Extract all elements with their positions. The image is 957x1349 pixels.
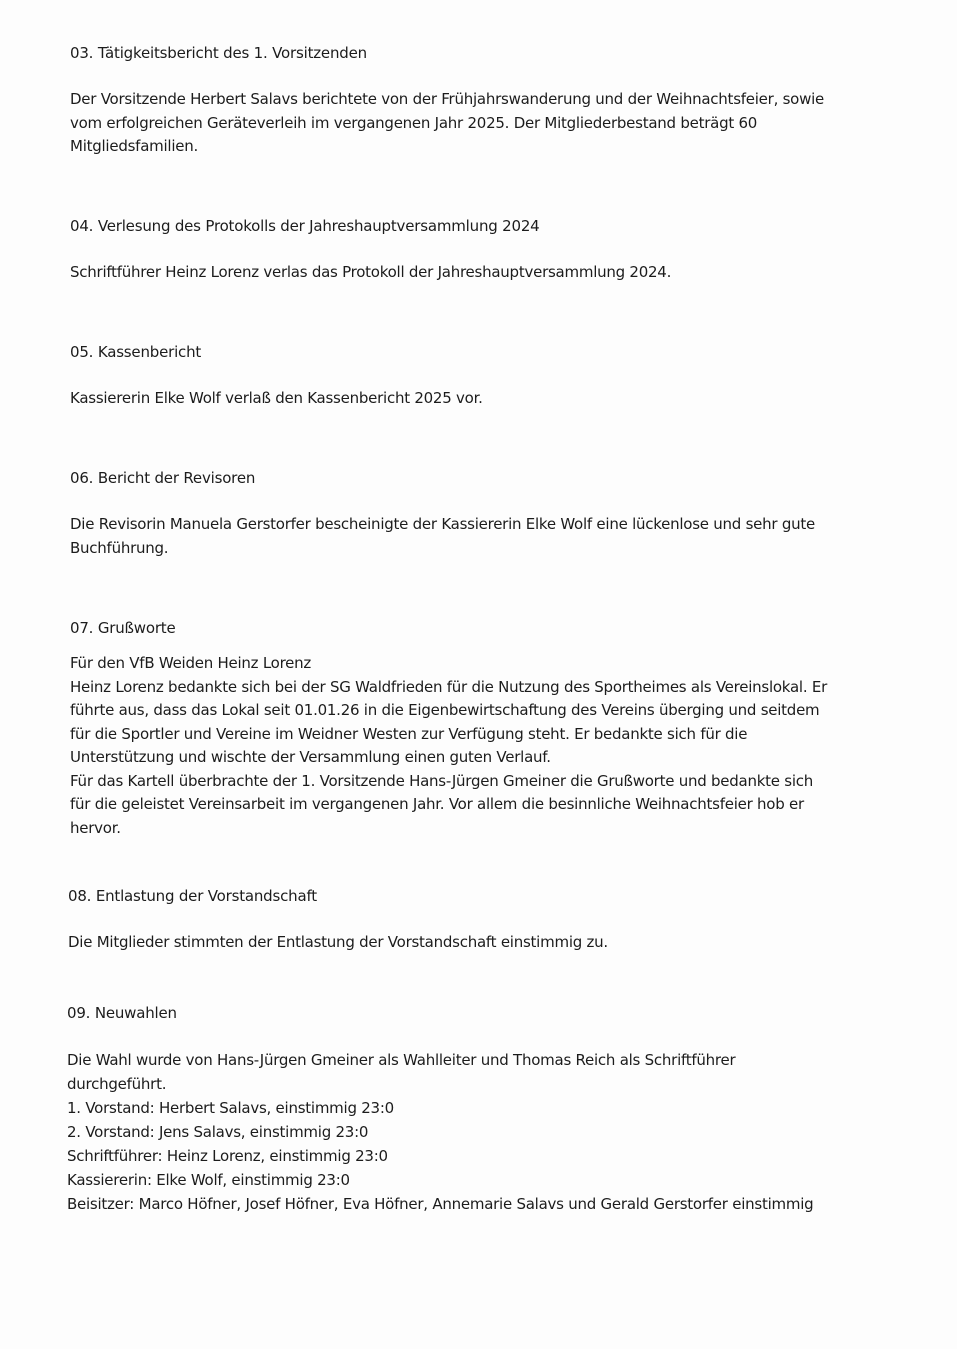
section-neuwahlen bbox=[67, 1002, 897, 1216]
text-line: Schriftführer Heinz Lorenz verlas das Protokoll der Jahreshauptversammlung 2024. bbox=[70, 263, 672, 281]
section-kassenbericht bbox=[70, 341, 900, 411]
text-line: Beisitzer: Marco Höfner, Josef Höfner, Eva Höfner, Annemarie Salavs und Gerald Gerstorfer einstimmig bbox=[67, 1195, 814, 1213]
section-paragraph bbox=[70, 652, 900, 840]
text-line: Die Wahl wurde von Hans-Jürgen Gmeiner als Wahlleiter und Thomas Reich als Schriftführer bbox=[67, 1051, 736, 1069]
text-line: Unterstützung und wischte der Versammlung einen guten Verlauf. bbox=[70, 748, 551, 766]
section-paragraph bbox=[70, 387, 900, 411]
text-line: für die Sportler und Vereine im Weidner Westen zur Verfügung steht. Er bedankte sich für die bbox=[70, 724, 748, 743]
text-line: für die geleistet Vereinsarbeit im vergangenen Jahr. Vor allem die besinnliche Weihnachtsfeier hob er bbox=[70, 795, 804, 813]
section-grussworte bbox=[70, 617, 900, 840]
section-heading: 05. Kassenbericht bbox=[70, 343, 202, 361]
section-revisoren bbox=[70, 467, 900, 560]
text-line: Kassiererin Elke Wolf verlaß den Kassenbericht 2025 vor. bbox=[70, 389, 483, 407]
section-heading: 07. Grußworte bbox=[70, 619, 176, 637]
section-paragraph bbox=[67, 1048, 897, 1216]
text-line: Der Vorsitzende Herbert Salavs berichtete von der Frühjahrswanderung und der Weihnachtsfeier, sowie bbox=[70, 90, 825, 108]
text-line: Für den VfB Weiden Heinz Lorenz bbox=[70, 654, 312, 672]
text-line: Schriftführer: Heinz Lorenz, einstimmig 23:0 bbox=[67, 1147, 388, 1165]
text-line: Für das Kartell überbrachte der 1. Vorsitzende Hans-Jürgen Gmeiner die Grußworte und bedankte sich bbox=[70, 771, 814, 790]
section-taetigkeitsbericht bbox=[70, 42, 900, 159]
text-line: durchgeführt. bbox=[67, 1075, 167, 1093]
text-line: Heinz Lorenz bedankte sich bei der SG Waldfrieden für die Nutzung des Sportheimes als Vereinslokal. Er bbox=[70, 677, 828, 696]
text-line: 2. Vorstand: Jens Salavs, einstimmig 23:0 bbox=[67, 1123, 369, 1141]
section-paragraph bbox=[70, 261, 900, 285]
section-heading: 08. Entlastung der Vorstandschaft bbox=[68, 887, 317, 905]
text-line: 1. Vorstand: Herbert Salavs, einstimmig 23:0 bbox=[67, 1099, 394, 1117]
text-line: Die Revisorin Manuela Gerstorfer bescheinigte der Kassiererin Elke Wolf eine lückenlose und sehr gute bbox=[70, 515, 815, 533]
section-heading: 04. Verlesung des Protokolls der Jahreshauptversammlung 2024 bbox=[70, 217, 540, 235]
text-line: Kassiererin: Elke Wolf, einstimmig 23:0 bbox=[67, 1171, 350, 1189]
text-line: vom erfolgreichen Geräteverleih im vergangenen Jahr 2025. Der Mitgliederbestand beträgt 60 bbox=[70, 113, 758, 132]
section-paragraph bbox=[68, 931, 898, 955]
text-line: Buchführung. bbox=[70, 538, 169, 557]
section-paragraph bbox=[70, 513, 900, 560]
section-protokoll bbox=[70, 215, 900, 285]
section-entlastung bbox=[68, 885, 898, 955]
text-line: führte aus, dass das Lokal seit 01.01.26 in die Eigenbewirtschaftung des Vereins überging und seitdem bbox=[70, 701, 820, 719]
section-heading: 06. Bericht der Revisoren bbox=[70, 469, 256, 487]
section-heading: 09. Neuwahlen bbox=[67, 1004, 177, 1022]
text-line: Die Mitglieder stimmten der Entlastung der Vorstandschaft einstimmig zu. bbox=[68, 933, 608, 951]
section-heading: 03. Tätigkeitsbericht des 1. Vorsitzenden bbox=[70, 44, 367, 62]
section-paragraph bbox=[70, 88, 900, 159]
text-line: hervor. bbox=[70, 818, 121, 837]
text-line: Mitgliedsfamilien. bbox=[70, 137, 199, 155]
